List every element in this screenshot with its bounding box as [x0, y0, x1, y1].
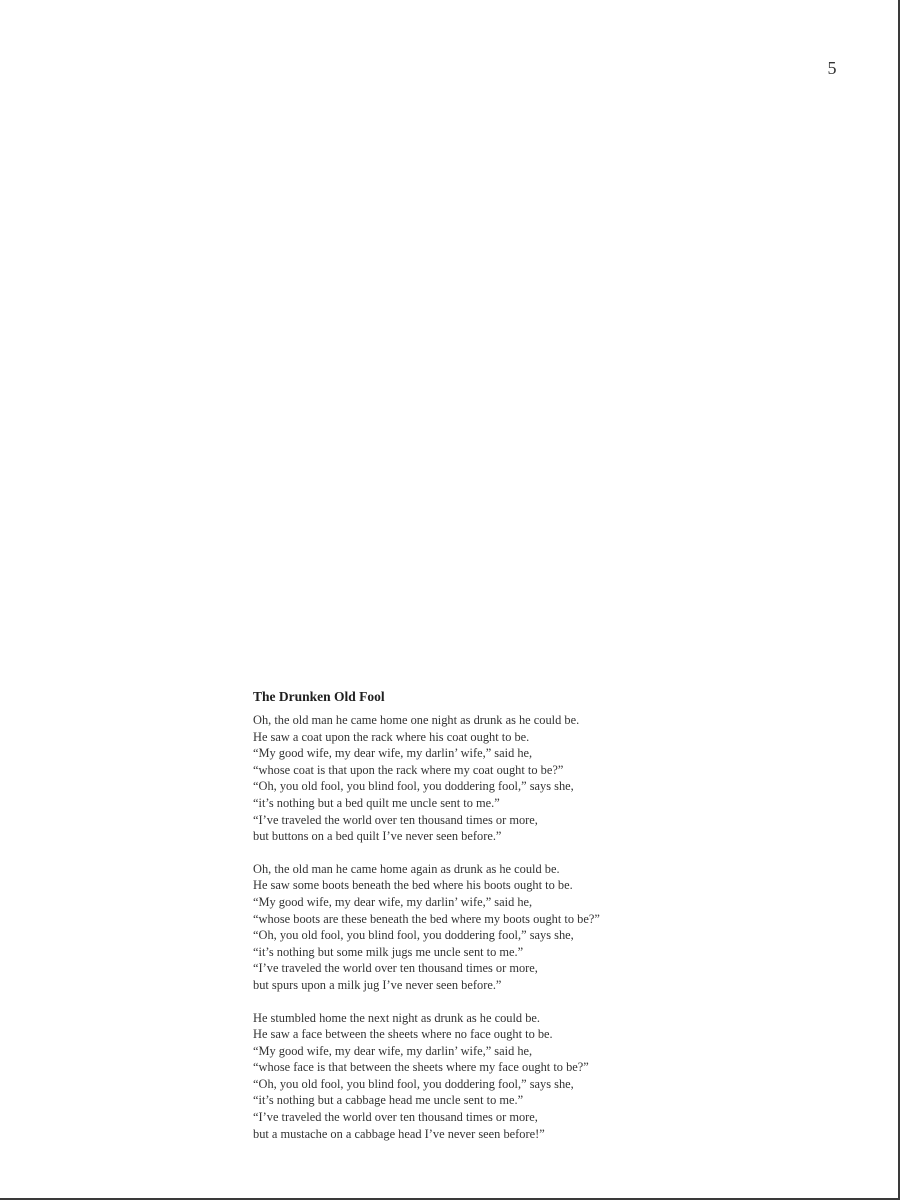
poem [253, 688, 673, 1158]
poem-line: “whose coat is that upon the rack where my coat ought to be?” [253, 762, 564, 777]
stanza-2 [253, 861, 673, 994]
poem-line: but a mustache on a cabbage head I’ve never seen before!” [253, 1126, 545, 1141]
page-number: 5 [827, 58, 837, 78]
poem-line: He saw a face between the sheets where no face ought to be. [253, 1027, 553, 1042]
poem-line: “whose boots are these beneath the bed where my boots ought to be?” [253, 911, 600, 926]
poem-line: “it’s nothing but a cabbage head me uncle sent to me.” [253, 1093, 524, 1108]
poem-line: He stumbled home the next night as drunk as he could be. [253, 1010, 540, 1025]
poem-line: “it’s nothing but a bed quilt me uncle sent to me.” [253, 795, 500, 810]
poem-line: “it’s nothing but some milk jugs me uncle sent to me.” [253, 944, 524, 959]
poem-line: “I’ve traveled the world over ten thousand times or more, [253, 961, 538, 976]
stanza-1 [253, 712, 673, 845]
poem-line: but buttons on a bed quilt I’ve never seen before.” [253, 829, 502, 844]
poem-line: He saw a coat upon the rack where his coat ought to be. [253, 729, 530, 744]
poem-line: “My good wife, my dear wife, my darlin’ wife,” said he, [253, 1043, 533, 1058]
poem-line: but spurs upon a milk jug I’ve never seen before.” [253, 977, 502, 992]
poem-line: “I’ve traveled the world over ten thousand times or more, [253, 1110, 538, 1125]
poem-line: “Oh, you old fool, you blind fool, you doddering fool,” says she, [253, 928, 574, 943]
poem-line: “My good wife, my dear wife, my darlin’ wife,” said he, [253, 746, 533, 761]
poem-line: Oh, the old man he came home again as drunk as he could be. [253, 861, 560, 876]
poem-line: “Oh, you old fool, you blind fool, you doddering fool,” says she, [253, 1076, 574, 1091]
poem-title: The Drunken Old Fool [253, 689, 385, 704]
poem-line: “Oh, you old fool, you blind fool, you doddering fool,” says she, [253, 779, 574, 794]
poem-line: “I’ve traveled the world over ten thousand times or more, [253, 812, 538, 827]
poem-line: Oh, the old man he came home one night as drunk as he could be. [253, 713, 580, 727]
poem-line: “whose face is that between the sheets where my face ought to be?” [253, 1060, 589, 1075]
stanza-3 [253, 1010, 673, 1143]
poem-line: “My good wife, my dear wife, my darlin’ wife,” said he, [253, 894, 533, 909]
poem-line: He saw some boots beneath the bed where his boots ought to be. [253, 878, 573, 893]
